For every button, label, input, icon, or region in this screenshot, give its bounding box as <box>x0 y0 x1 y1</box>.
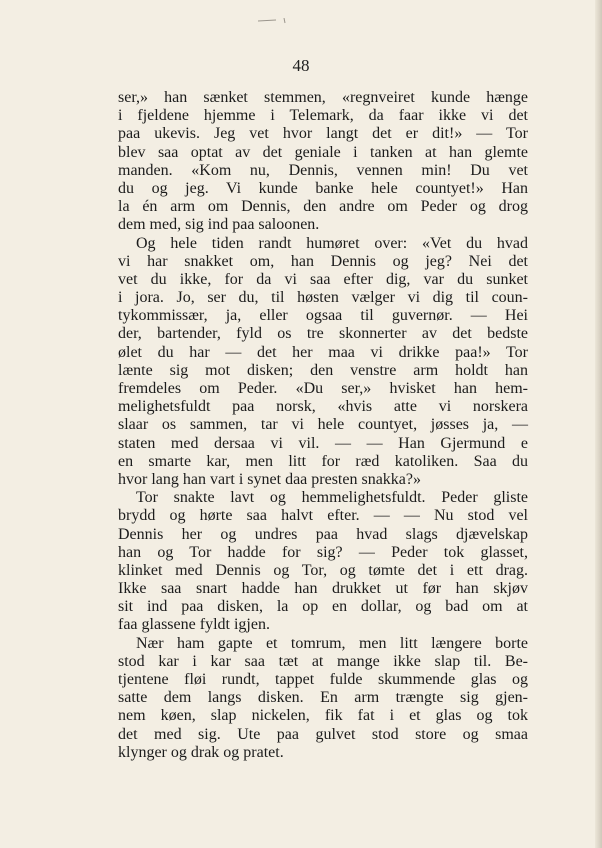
text-line: brydd og hørte saa halvt efter. — — Nu stod vel <box>118 507 528 525</box>
text-line: slaar os sammen, tar vi hele countyet, jøsses ja, — <box>118 416 528 434</box>
text-line: han og Tor hadde for sig? — Peder tok glasset, <box>118 543 528 561</box>
text-line: fremdeles om Peder. «Du ser,» hvisket han hem- <box>118 380 528 397</box>
text-line: vet du ikke, for da vi saa efter dig, var du sunket <box>118 270 528 288</box>
text-line: Tor snakte lavt og hemmelighetsfuldt. Peder gliste <box>136 489 528 507</box>
text-line: faa glassene fyldt igjen. <box>118 616 270 634</box>
text-line: vi har snakket om, han Dennis og jeg? Nei det <box>118 252 528 270</box>
text-line: Dennis her og undres paa hvad slags djævelskap <box>118 525 528 543</box>
text-line: Og hele tiden randt humøret over: «Vet du hvad <box>136 234 528 252</box>
text-line: ølet du har — det her maa vi drikke paa!» Tor <box>118 343 528 361</box>
text-line: nem køen, slap nickelen, fik fat i et glas og tok <box>118 707 528 725</box>
text-line: tjentene fløi rundt, tappet fulde skummende glas og <box>118 671 528 688</box>
text-line: blev saa optat av det geniale i tanken at han glemte <box>118 143 528 161</box>
text-line: det med sig. Ute paa gulvet stod store og smaa <box>118 725 528 743</box>
text-line: satte dem langs disken. En arm trængte sig gjen- <box>118 689 528 707</box>
text-line: la én arm om Dennis, den andre om Peder og drog <box>118 198 528 216</box>
ink-smudge-mark <box>258 18 288 24</box>
text-line: Ikke saa snart hadde han drukket ut før han skjøv <box>118 580 528 598</box>
page-edge-shadow <box>595 0 602 848</box>
text-line: i jora. Jo, ser du, til høsten vælger vi dig til coun- <box>118 289 528 307</box>
text-line: ser,» han sænket stemmen, «regnveiret kunde hænge <box>118 89 528 106</box>
text-line: i fjeldene hjemme i Telemark, da faar ikke vi det <box>118 107 528 125</box>
text-line: stod kar i kar saa tæt at mange ikke slap til. Be- <box>118 652 528 670</box>
text-line: paa ukevis. Jeg vet hvor langt det er dit!» — Tor <box>118 125 528 143</box>
text-line: Nær ham gapte et tomrum, men litt længere borte <box>136 634 528 652</box>
body-text <box>118 89 528 762</box>
text-line: tykommissær, ja, eller ogsaa til guvernør. — Hei <box>118 307 528 325</box>
text-line: hvor lang han vart i synet daa presten snakka?» <box>118 470 422 488</box>
text-line: dem med, sig ind paa saloonen. <box>118 216 320 234</box>
text-line: lænte sig mot disken; den venstre arm holdt han <box>118 361 528 379</box>
text-line: der, bartender, fyld os tre skonnerter av det bedste <box>118 325 528 343</box>
text-line: klinket med Dennis og Tor, og tømte det i ett drag. <box>118 561 528 579</box>
text-line: klynger og drak og pratet. <box>118 743 284 761</box>
text-line: staten med dersaa vi vil. — — Han Gjermund e <box>118 434 528 452</box>
text-line: melighetsfuldt paa norsk, «hvis atte vi norskera <box>118 398 528 416</box>
text-line: du og jeg. Vi kunde banke hele countyet!» Han <box>118 179 528 197</box>
text-line: en smarte kar, men litt for ræd katoliken. Saa du <box>118 452 528 470</box>
page-number: 48 <box>292 56 310 75</box>
text-line: sit ind paa disken, la op en dollar, og bad om at <box>118 598 528 616</box>
text-line: manden. «Kom nu, Dennis, vennen min! Du vet <box>118 161 528 179</box>
